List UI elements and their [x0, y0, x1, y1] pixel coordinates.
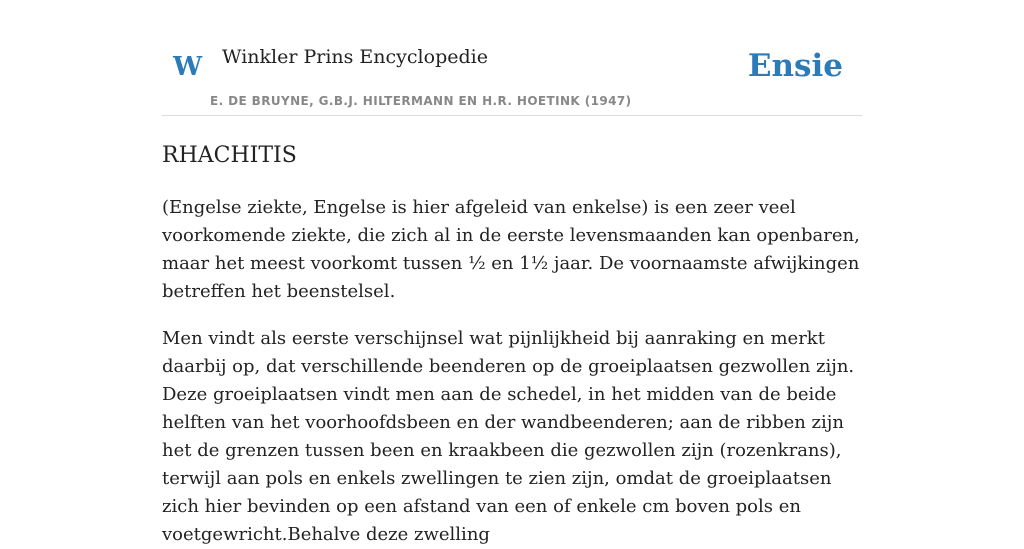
source-header	[162, 0, 862, 116]
source-authors: E. DE BRUYNE, G.B.J. HILTERMANN EN H.R. HOETINK (1947)	[210, 94, 632, 108]
article-paragraph: Men vindt als eerste verschijnsel wat pijnlijkheid bij aanraking en merkt daarbij op, dat verschillende beenderen op de groeiplaatsen gezwollen zijn. Deze groeiplaatsen vindt men aan de schedel, in het midden van de beide helften van het voorhoofdsbeen en der wandbeenderen; aan de ribben zijn het de grenzen tussen been en kraakbeen die gezwollen zijn (rozenkrans), terwijl aan pols en enkels zwellingen te zien zijn, omdat de groeiplaatsen zich hier bevinden op een afstand van een of enkele cm boven pols en voetgewricht.Behalve deze zwelling	[162, 328, 855, 545]
source-title[interactable]: Winkler Prins Encyclopedie	[222, 46, 488, 68]
winkler-prins-logo-icon[interactable]: W	[173, 52, 203, 82]
page	[162, 0, 862, 545]
article-body	[162, 194, 862, 549]
ensie-brand-logo[interactable]: Ensie	[747, 48, 843, 84]
article-title: RHACHITIS	[162, 143, 297, 168]
article-paragraph: (Engelse ziekte, Engelse is hier afgeleid van enkelse) is een zeer veel voorkomende ziekte, die zich al in de eerste levensmaanden kan openbaren, maar het meest voorkomt tussen ½ en 1½ jaar. De voornaamste afwijkingen betreffen het beenstelsel.	[162, 197, 860, 302]
